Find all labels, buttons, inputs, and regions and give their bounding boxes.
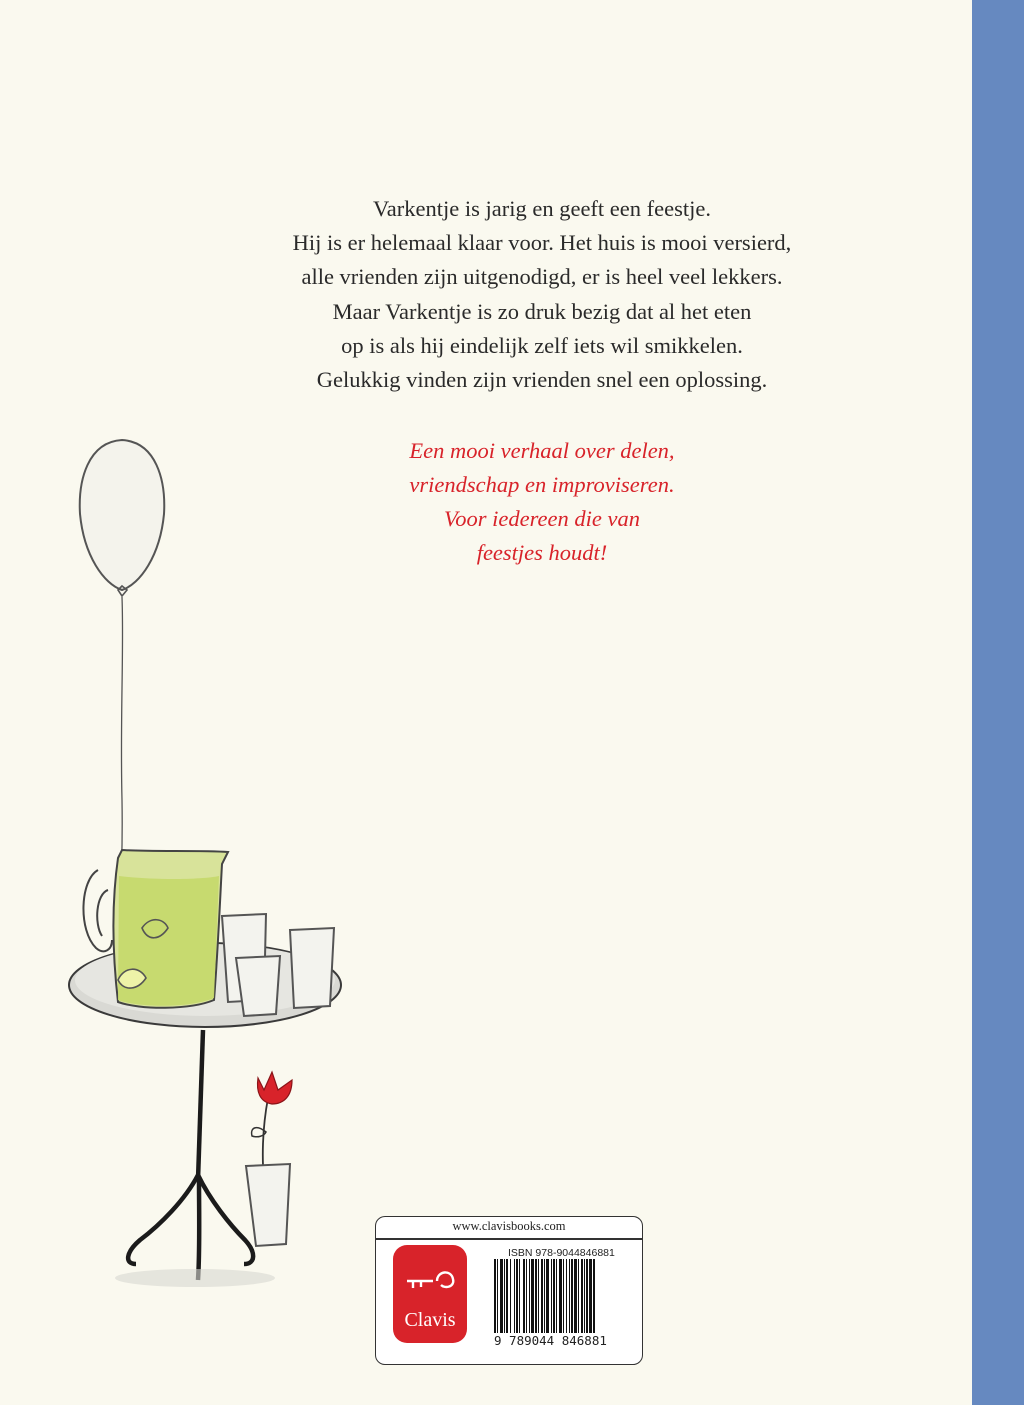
key-icon	[393, 1251, 467, 1311]
tagline-line: Een mooi verhaal over delen,	[409, 438, 675, 463]
blurb-line: op is als hij eindelijk zelf iets wil smikkelen.	[341, 332, 743, 358]
barcode-digits: 9 789044 846881	[494, 1333, 607, 1348]
isbn-text: ISBN 978-9044846881	[508, 1247, 615, 1259]
barcode-icon	[494, 1259, 630, 1333]
publisher-name: Clavis	[404, 1309, 456, 1331]
tagline-line: feestjes houdt!	[476, 540, 608, 565]
label-divider	[376, 1238, 642, 1240]
publisher-url[interactable]: www.clavisbooks.com	[452, 1219, 566, 1233]
tagline-line: Voor iedereen die van	[444, 506, 640, 531]
blurb-line: Varkentje is jarig en geeft een feestje.	[373, 196, 711, 221]
flower-pot-icon	[246, 1072, 292, 1246]
blurb-line: Maar Varkentje is zo druk bezig dat al het eten	[332, 298, 752, 324]
blurb-line: Hij is er helemaal klaar voor. Het huis is mooi versierd,	[292, 230, 792, 256]
tagline-line: vriendschap en improviseren.	[409, 472, 675, 497]
publisher-logo	[393, 1245, 467, 1343]
publisher-barcode-label	[375, 1216, 643, 1365]
blurb-line: Gelukkig vinden zijn vrienden snel een oplossing.	[316, 367, 768, 393]
blurb-line: alle vrienden zijn uitgenodigd, er is heel veel lekkers.	[301, 264, 783, 290]
